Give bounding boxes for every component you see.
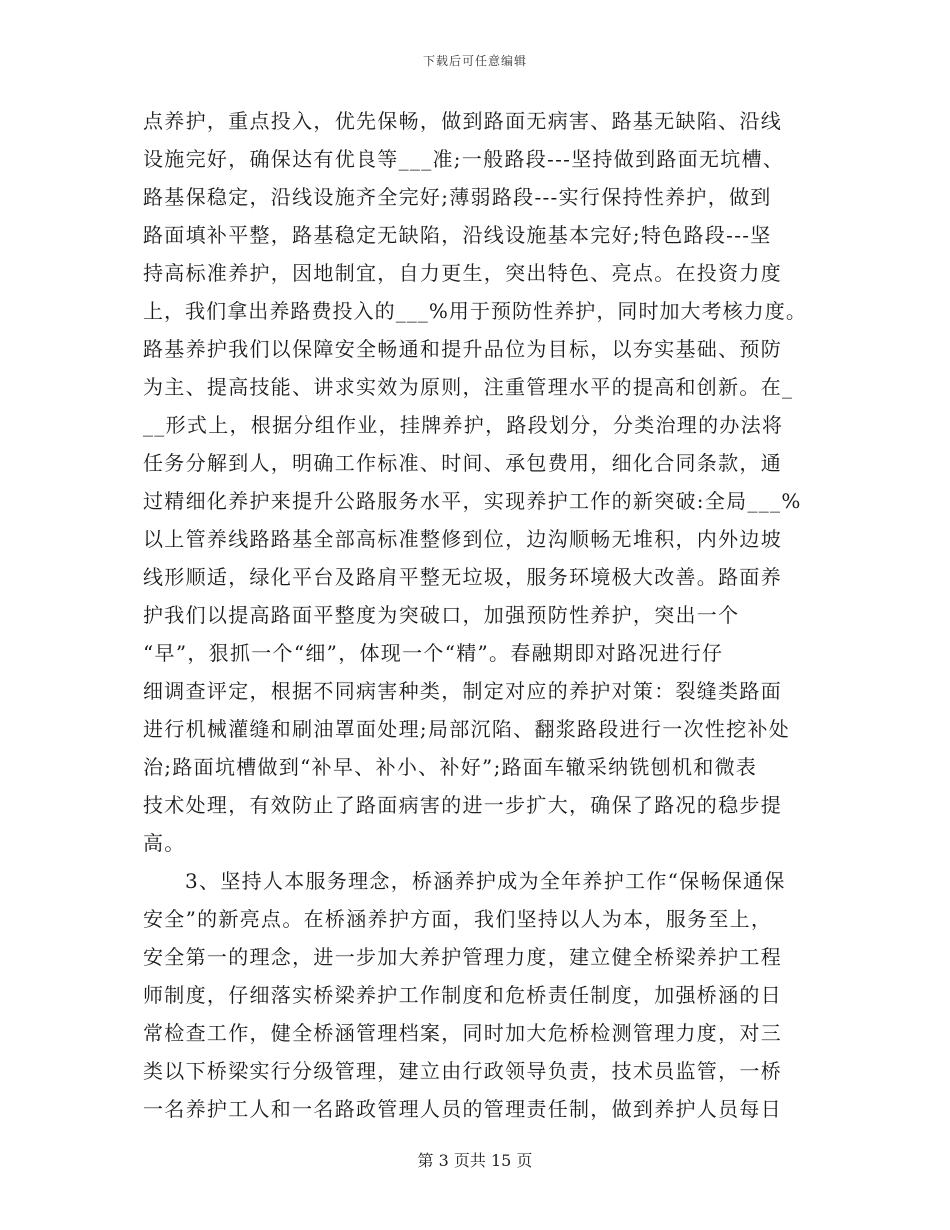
page-number-footer: 第 3 页共 15 页 bbox=[417, 1151, 533, 1170]
text-line: 安全第一的理念，进一步加大养护管理力度，建立健全桥梁养护工程 bbox=[143, 945, 782, 969]
text-line: 治;路面坑槽做到“补早、补小、补好”;路面车辙采纳铣刨机和微表 bbox=[143, 755, 758, 779]
paragraph-start-line: 3、坚持人本服务理念，桥涵养护成为全年养护工作“保畅保通保 bbox=[185, 869, 786, 893]
text-line: __形式上，根据分组作业，挂牌养护，路段划分，分类治理的办法将 bbox=[143, 413, 784, 437]
text-line: 高。 bbox=[143, 831, 186, 855]
text-line: 技术处理，有效防止了路面病害的进一步扩大，确保了路况的稳步提 bbox=[143, 793, 782, 817]
text-line: 常检查工作，健全桥涵管理档案，同时加大危桥检测管理力度，对三 bbox=[143, 1021, 782, 1045]
text-line: 路基保稳定，沿线设施齐全完好;薄弱路段---实行保持性养护，做到 bbox=[143, 185, 772, 209]
text-line: 一名养护工人和一名路政管理人员的管理责任制，做到养护人员每日 bbox=[143, 1097, 782, 1121]
text-line: 路面填补平整，路基稳定无缺陷，沿线设施基本完好;特色路段---坚 bbox=[143, 223, 772, 247]
text-line: 线形顺适，绿化平台及路肩平整无垃圾，服务环境极大改善。路面养 bbox=[143, 565, 782, 589]
text-line: 设施完好，确保达有优良等___准;一般路段---坚持做到路面无坑槽、 bbox=[143, 147, 785, 171]
text-line: 过精细化养护来提升公路服务水平，实现养护工作的新突破:全局___% bbox=[143, 489, 802, 513]
text-line: 类以下桥梁实行分级管理，建立由行政领导负责，技术员监管，一桥 bbox=[143, 1059, 782, 1083]
text-line: “早”，狠抓一个“细”，体现一个“精”。春融期即对路况进行仔 bbox=[143, 641, 724, 665]
text-line: 护我们以提高路面平整度为突破口，加强预防性养护，突出一个 bbox=[143, 603, 740, 627]
text-line: 持高标准养护，因地制宜，自力更生，突出特色、亮点。在投资力度 bbox=[143, 261, 782, 285]
text-line: 点养护，重点投入，优先保畅，做到路面无病害、路基无缺陷、沿线 bbox=[143, 109, 782, 133]
text-line: 任务分解到人，明确工作标准、时间、承包费用，细化合同条款，通 bbox=[143, 451, 782, 475]
text-line: 为主、提高技能、讲求实效为原则，注重管理水平的提高和创新。在_ bbox=[143, 375, 794, 399]
document-body bbox=[143, 102, 807, 1128]
text-line: 安全”的新亮点。在桥涵养护方面，我们坚持以人为本，服务至上， bbox=[143, 907, 773, 931]
page-header: 下载后可任意编辑 bbox=[422, 54, 527, 68]
text-line: 路基养护我们以保障安全畅通和提升品位为目标，以夯实基础、预防 bbox=[143, 337, 782, 361]
text-line: 细调查评定，根据不同病害种类，制定对应的养护对策：裂缝类路面 bbox=[143, 679, 782, 703]
text-line: 师制度，仔细落实桥梁养护工作制度和危桥责任制度，加强桥涵的日 bbox=[143, 983, 782, 1007]
text-line: 上，我们拿出养路费投入的___%用于预防性养护，同时加大考核力度。 bbox=[143, 299, 807, 323]
text-line: 进行机械灌缝和刷油罩面处理;局部沉陷、翻浆路段进行一次性挖补处 bbox=[143, 717, 791, 741]
text-line: 以上管养线路路基全部高标准整修到位，边沟顺畅无堆积，内外边坡 bbox=[143, 527, 782, 551]
